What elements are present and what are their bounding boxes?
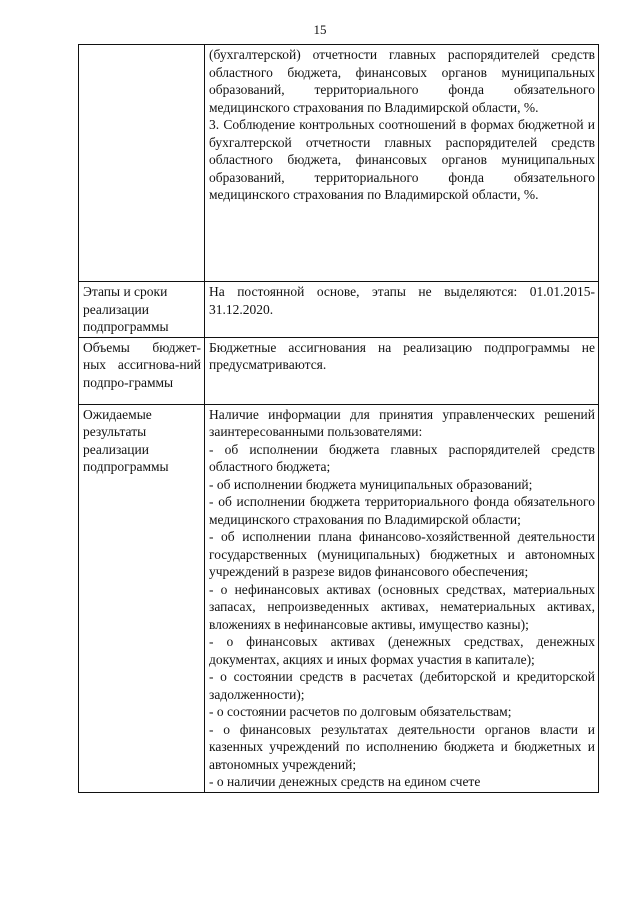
row-label-empty [79,45,205,282]
row-label-stages: Этапы и сроки реализации подпрограммы [79,282,205,338]
table-row-stages [79,282,599,338]
passport-table [78,44,599,793]
row-value-results [205,404,599,792]
indicator-paragraph: 3. Соблюдение контрольных соотношений в формах бюджетной и бухгалтерской отчетности главных распорядителей средств областного бюджета, финансовых органов муниципальных образований, территориального фонда обязательного медицинского страхования по Владимирской области, %. [209,117,595,202]
results-item: - об исполнении плана финансово-хозяйственной деятельности государственных (муниципальных) бюджетных и автономных учреждений в разрезе видов финансового обеспечения; [209,529,595,579]
row-label-budget: Объемы бюджет-ных ассигнова-ний подпро-граммы [79,337,205,404]
table-row-continuation [79,45,599,282]
results-item: Наличие информации для принятия управленческих решений заинтересованными пользователями: [209,406,595,439]
row-value-stages: На постоянной основе, этапы не выделяются: 01.01.2015-31.12.2020. [205,282,599,338]
results-item: - об исполнении бюджета муниципальных образований; [209,476,533,492]
indicator-paragraph: (бухгалтерской) отчетности главных распорядителей средств областного бюджета, финансовых органов муниципальных образований, территориального фонда обязательного медицинского страхования по Владимирской области, %. [209,47,595,115]
results-item: - о нефинансовых активах (основных средствах, материальных запасах, непроизведенных активах, нематериальных активах, вложениях в нефинансовые активы, имущество казны); [209,581,595,632]
results-item: - о состоянии средств в расчетах (дебиторской и кредиторской задолженности); [209,669,595,702]
results-item: - об исполнении бюджета территориального фонда обязательного медицинского страхования по Владимирской области; [209,494,595,527]
table-row-budget [79,337,599,404]
table-row-results [79,404,599,792]
results-item: - о финансовых активах (денежных средствах, денежных документах, акциях и иных формах участия в капитале); [209,634,595,667]
results-item: - об исполнении бюджета главных распорядителей средств областного бюджета; [209,441,595,474]
page-number: 15 [313,22,327,37]
row-value-indicators [205,45,599,282]
row-label-results: Ожидаемые результаты реализации подпрограммы [79,404,205,792]
results-item: - о финансовых результатах деятельности органов власти и казенных учреждений по исполнению бюджета и бюджетных и автономных учреждений; [209,721,595,772]
results-item: - о наличии денежных средств на едином счете [209,774,481,789]
row-value-budget: Бюджетные ассигнования на реализацию подпрограммы не предусматриваются. [205,337,599,404]
results-item: - о состоянии расчетов по долговым обязательствам; [209,704,512,719]
